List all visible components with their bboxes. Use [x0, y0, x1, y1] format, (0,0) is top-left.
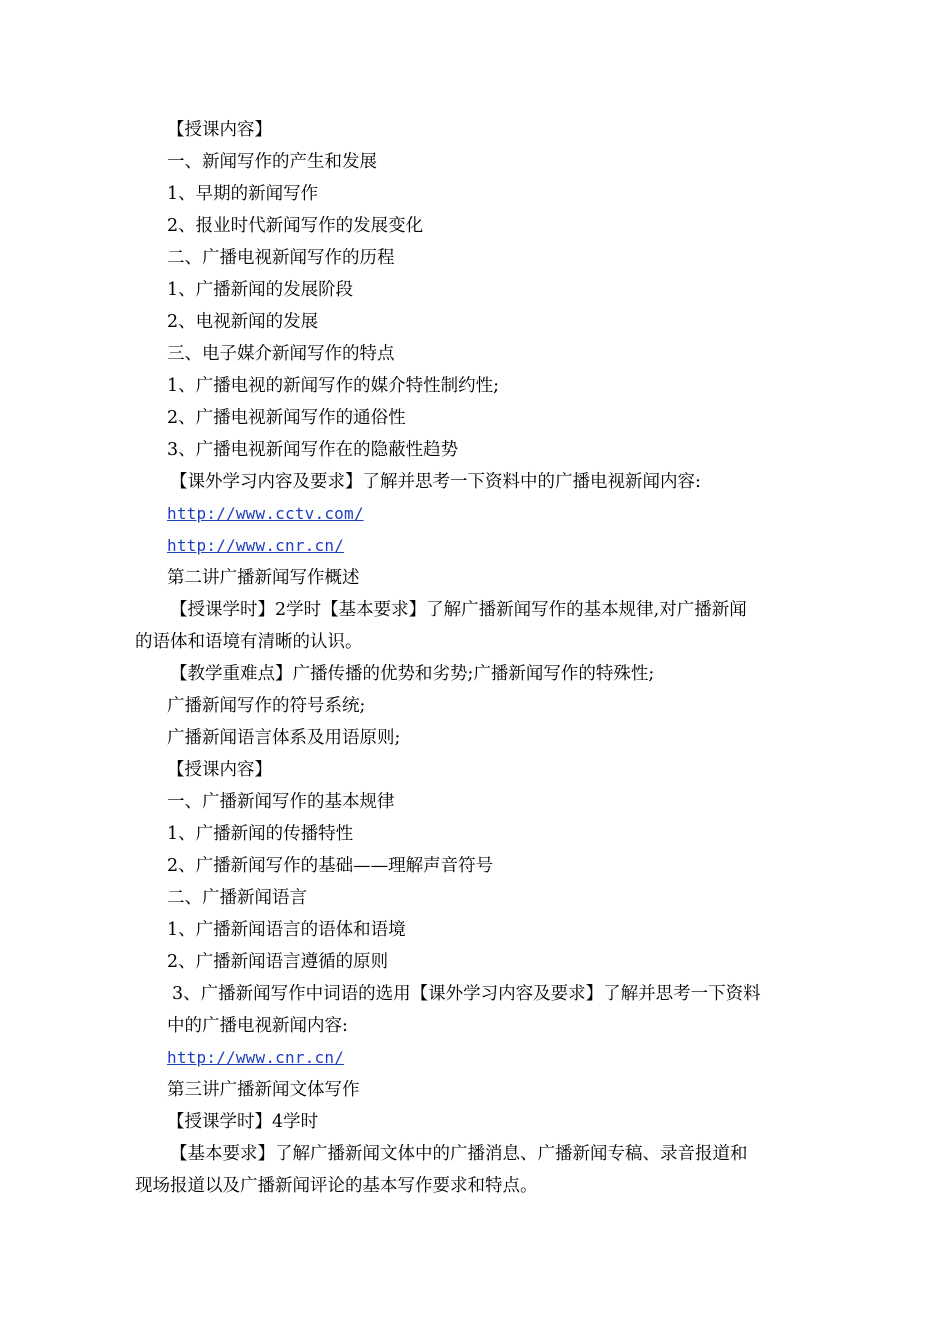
paragraph-line: 广播新闻语言体系及用语原则;	[167, 728, 401, 748]
link-row	[0, 498, 950, 530]
outline-item: 1、广播新闻的发展阶段	[167, 280, 354, 300]
link-row	[0, 1042, 950, 1074]
study-requirement: 【课外学习内容及要求】了解并思考一下资料中的广播电视新闻内容:	[170, 472, 701, 492]
cctv-link[interactable]: http://www.cctv.com/	[167, 504, 364, 523]
outline-item: 2、报业时代新闻写作的发展变化	[167, 216, 424, 236]
outline-item: 1、广播新闻语言的语体和语境	[167, 920, 406, 940]
paragraph-line: 【基本要求】了解广播新闻文体中的广播消息、广播新闻专稿、录音报道和	[170, 1144, 748, 1164]
outline-item: 1、广播电视的新闻写作的媒介特性制约性;	[167, 376, 500, 396]
paragraph-line: 的语体和语境有清晰的认识。	[135, 632, 363, 652]
outline-item: 二、广播电视新闻写作的历程	[167, 248, 395, 268]
outline-item: 三、电子媒介新闻写作的特点	[167, 344, 395, 364]
outline-item: 1、早期的新闻写作	[167, 184, 319, 204]
cnr-link[interactable]: http://www.cnr.cn/	[167, 536, 344, 555]
paragraph-line: 中的广播电视新闻内容:	[167, 1016, 348, 1036]
outline-item: 一、广播新闻写作的基本规律	[167, 792, 395, 812]
outline-item: 二、广播新闻语言	[167, 888, 307, 908]
cnr-link[interactable]: http://www.cnr.cn/	[167, 1048, 344, 1067]
lecture-title: 第三讲广播新闻文体写作	[167, 1080, 360, 1100]
link-row	[0, 530, 950, 562]
section-heading: 【授课内容】	[167, 760, 272, 780]
paragraph-line: 现场报道以及广播新闻评论的基本写作要求和特点。	[135, 1176, 538, 1196]
outline-item: 一、新闻写作的产生和发展	[167, 152, 377, 172]
lecture-title: 第二讲广播新闻写作概述	[167, 568, 360, 588]
outline-item: 2、广播新闻语言遵循的原则	[167, 952, 389, 972]
document-body	[0, 114, 950, 1202]
paragraph-line: 【授课学时】2学时【基本要求】了解广播新闻写作的基本规律,对广播新闻	[170, 600, 747, 620]
outline-item: 3、广播电视新闻写作在的隐蔽性趋势	[167, 440, 459, 460]
outline-item: 3、广播新闻写作中词语的选用【课外学习内容及要求】了解并思考一下资料	[172, 984, 761, 1004]
section-heading: 【授课内容】	[167, 120, 272, 140]
outline-item: 2、广播电视新闻写作的通俗性	[167, 408, 406, 428]
outline-item: 1、广播新闻的传播特性	[167, 824, 354, 844]
outline-item: 2、广播新闻写作的基础——理解声音符号	[167, 856, 494, 876]
paragraph-line: 【授课学时】4学时	[167, 1112, 319, 1132]
paragraph-line: 【教学重难点】广播传播的优势和劣势;广播新闻写作的特殊性;	[170, 664, 655, 684]
outline-item: 2、电视新闻的发展	[167, 312, 319, 332]
paragraph-line: 广播新闻写作的符号系统;	[167, 696, 366, 716]
